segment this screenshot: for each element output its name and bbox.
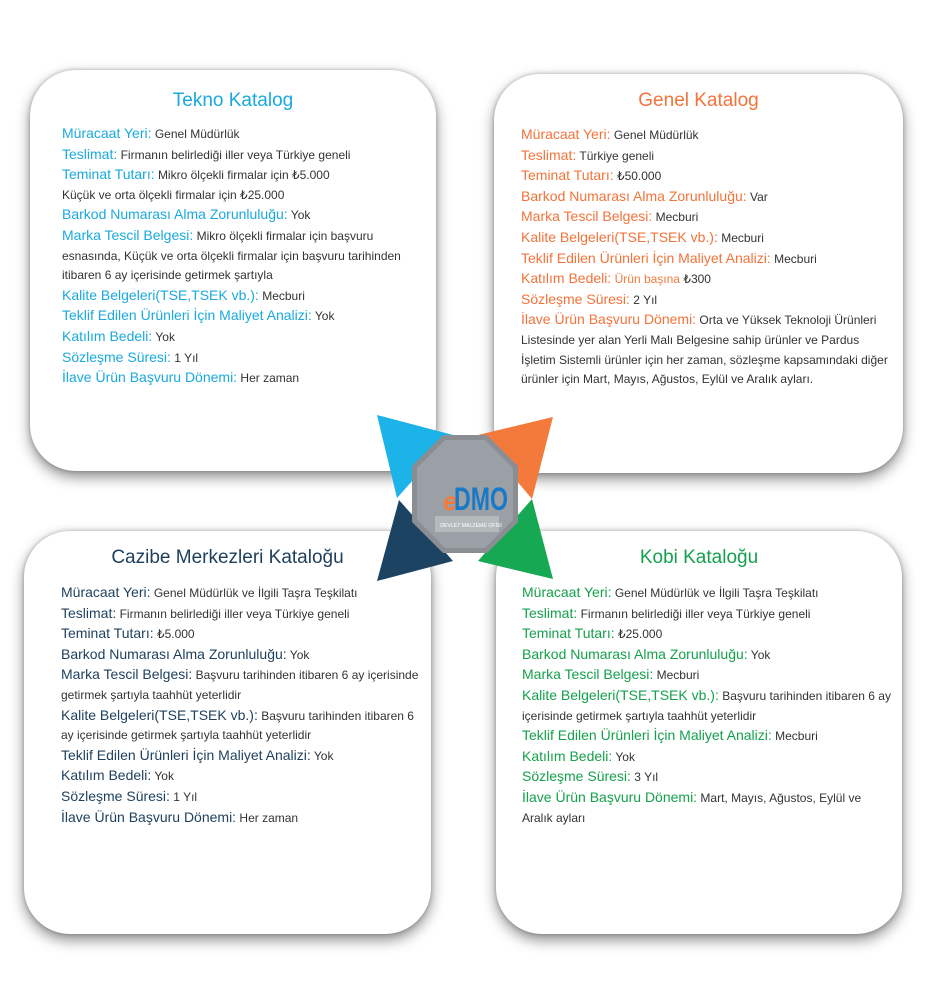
detail-row — [521, 187, 893, 208]
detail-row — [61, 808, 421, 829]
detail-label: Müracaat Yeri: — [522, 584, 612, 600]
detail-label: Müracaat Yeri: — [521, 126, 611, 142]
detail-label: Teklif Edilen Ürünleri İçin Maliyet Analizi: — [521, 249, 771, 266]
logo-tagline: DEVLET MALZEME OFİSİ — [440, 523, 502, 529]
detail-value: Yok — [290, 208, 311, 223]
detail-row — [61, 583, 421, 604]
detail-label: Müracaat Yeri: — [62, 125, 152, 141]
detail-value: Genel Müdürlük — [154, 127, 240, 141]
detail-label: Barkod Numarası Alma Zorunluluğu: — [521, 187, 747, 204]
detail-value: 1 Yıl — [174, 350, 199, 365]
detail-label: Teminat Tutarı: — [61, 625, 154, 642]
kobi-katalog-rows — [496, 569, 902, 828]
detail-value: Mikro ölçekli firmalar için başvuru esnasında, Küçük ve orta ölçekli firmalar için başvuru tarihinden itibaren 6 ay içerisinde getirmek şartıyla — [62, 228, 401, 283]
genel-katalog-rows — [494, 112, 903, 390]
detail-value: Mikro ölçekli firmalar için ₺5.000 — [157, 168, 330, 183]
detail-label: Teklif Edilen Ürünleri İçin Maliyet Analizi: — [62, 307, 312, 324]
detail-row — [522, 788, 892, 828]
detail-row — [522, 624, 892, 645]
detail-label: Barkod Numarası Alma Zorunluluğu: — [522, 645, 748, 662]
detail-label: Kalite Belgeleri(TSE,TSEK vb.): — [522, 686, 719, 703]
detail-value: Yok — [750, 647, 771, 662]
detail-value-accent: Ürün başına — [614, 272, 680, 287]
detail-row — [521, 228, 893, 249]
detail-row — [522, 583, 892, 604]
detail-row — [62, 286, 426, 307]
detail-row — [62, 165, 426, 205]
kobi-katalog-card — [496, 531, 902, 934]
detail-value: Yok — [313, 748, 334, 763]
detail-value: Yok — [155, 329, 175, 344]
detail-label: Katılım Bedeli: — [62, 327, 153, 344]
detail-row — [61, 624, 421, 645]
detail-row — [61, 645, 421, 666]
detail-label: Sözleşme Süresi: — [61, 787, 170, 804]
detail-value: Genel Müdürlük ve İlgili Taşra Teşkilatı — [153, 586, 358, 600]
detail-label: İlave Ürün Başvuru Dönemi: — [62, 369, 238, 386]
detail-row — [61, 746, 421, 767]
detail-label: Teslimat: — [522, 604, 578, 621]
detail-value: Mecburi — [262, 288, 305, 303]
detail-label: Kalite Belgeleri(TSE,TSEK vb.): — [61, 706, 258, 723]
detail-label: Barkod Numarası Alma Zorunluluğu: — [62, 206, 288, 223]
detail-value: Firmanın belirlediği iller veya Türkiye geneli — [580, 606, 811, 621]
detail-row — [521, 249, 893, 270]
cazibe-merkezleri-title: Cazibe Merkezleri Kataloğu — [111, 547, 344, 568]
detail-label: İlave Ürün Başvuru Dönemi: — [521, 311, 697, 328]
detail-label: Marka Tescil Belgesi: — [521, 208, 653, 225]
detail-row — [62, 124, 426, 145]
cazibe-merkezleri-card — [24, 531, 431, 934]
detail-label: Sözleşme Süresi: — [62, 348, 171, 365]
detail-row — [522, 645, 892, 666]
detail-value: Genel Müdürlük ve İlgili Taşra Teşkilatı — [614, 586, 819, 600]
detail-row — [521, 125, 893, 146]
kobi-katalog-title: Kobi Kataloğu — [639, 547, 759, 568]
detail-value: ₺5.000 — [156, 627, 195, 642]
logo-e-letter: e — [443, 486, 458, 516]
detail-value: ₺50.000 — [616, 169, 662, 184]
detail-row — [522, 604, 892, 625]
detail-value: ₺300 — [683, 272, 711, 287]
detail-label: Katılım Bedeli: — [521, 270, 612, 287]
detail-label: Kalite Belgeleri(TSE,TSEK vb.): — [521, 228, 718, 245]
detail-row — [61, 604, 421, 625]
detail-label: Teminat Tutarı: — [521, 167, 614, 184]
tekno-katalog-title: Tekno Katalog — [172, 90, 294, 111]
detail-value: 1 Yıl — [173, 789, 198, 804]
detail-value: Başvuru tarihinden itibaren 6 ay içerisinde getirmek şartıyla taahhüt yeterlidir — [61, 668, 419, 702]
detail-row — [61, 665, 421, 705]
detail-row — [522, 665, 892, 686]
detail-value: Başvuru tarihinden itibaren 6 ay içerisinde getirmek şartıyla taahhüt yeterlidir — [61, 708, 414, 743]
detail-row — [522, 747, 892, 768]
detail-value: ₺25.000 — [617, 627, 663, 642]
detail-label: Sözleşme Süresi: — [521, 290, 630, 307]
detail-label: Marka Tescil Belgesi: — [522, 666, 654, 683]
detail-label: Sözleşme Süresi: — [522, 768, 631, 785]
detail-value: Firmanın belirlediği iller veya Türkiye geneli — [119, 606, 350, 621]
detail-row — [61, 787, 421, 808]
detail-label: Barkod Numarası Alma Zorunluluğu: — [61, 645, 287, 662]
detail-value: Her zaman — [240, 371, 300, 386]
detail-row — [521, 269, 893, 290]
dmo-logo-svg — [375, 410, 555, 585]
dmo-logo-emblem — [375, 410, 555, 585]
detail-row — [62, 226, 426, 286]
detail-value: 2 Yıl — [633, 292, 658, 307]
detail-label: Teminat Tutarı: — [62, 166, 155, 183]
detail-label: Müracaat Yeri: — [61, 584, 151, 600]
detail-row — [62, 205, 426, 226]
detail-value: Yok — [154, 769, 174, 784]
detail-row — [61, 766, 421, 787]
detail-row — [521, 207, 893, 228]
detail-value: Genel Müdürlük — [613, 128, 699, 142]
detail-value: Yok — [314, 309, 335, 324]
detail-label: Teslimat: — [62, 145, 118, 162]
detail-value: Mecburi — [656, 668, 700, 683]
detail-label: Teklif Edilen Ürünleri İçin Maliyet Analizi: — [61, 746, 311, 763]
detail-label: Teslimat: — [61, 604, 117, 621]
detail-row — [521, 290, 893, 311]
detail-value: Mecburi — [774, 251, 817, 266]
detail-value: 3 Yıl — [634, 770, 659, 785]
detail-label: İlave Ürün Başvuru Dönemi: — [522, 788, 698, 805]
detail-label: Katılım Bedeli: — [61, 767, 152, 784]
detail-row — [61, 706, 421, 746]
detail-row — [62, 306, 426, 327]
detail-row — [522, 726, 892, 747]
detail-row — [62, 145, 426, 166]
detail-row — [62, 327, 426, 348]
detail-label: Teminat Tutarı: — [522, 625, 615, 642]
detail-value: Mecburi — [775, 729, 818, 744]
detail-value: Firmanın belirlediği iller veya Türkiye geneli — [120, 147, 351, 162]
detail-row — [522, 767, 892, 788]
detail-label: Teklif Edilen Ürünleri İçin Maliyet Analizi: — [522, 727, 772, 744]
detail-value: Mart, Mayıs, Ağustos, Eylül ve Aralık ayları — [522, 790, 862, 825]
detail-label: Marka Tescil Belgesi: — [62, 226, 194, 243]
detail-value: Orta ve Yüksek Teknoloji Ürünleri Listesinde yer alan Yerli Malı Belgesine sahip ürünler ve Pardus İşletim Sistemli ürünler için her zaman, sözleşme kapsamındaki diğer ürünler için Mart, Mayıs, Ağustos, Eylül ve Aralık ayları. — [521, 313, 888, 387]
detail-row — [62, 368, 426, 389]
detail-row — [62, 348, 426, 369]
detail-label: Kalite Belgeleri(TSE,TSEK vb.): — [62, 286, 259, 303]
logo-dmo-letters: DMO — [454, 481, 508, 517]
detail-value: Türkiye geneli — [579, 148, 655, 163]
genel-katalog-card — [494, 74, 903, 473]
detail-value: Her zaman — [239, 810, 299, 825]
detail-row — [521, 166, 893, 187]
tekno-katalog-rows — [30, 112, 436, 389]
detail-value: Var — [750, 189, 768, 204]
detail-label: Teslimat: — [521, 146, 577, 163]
detail-value: Yok — [615, 749, 635, 764]
detail-label: Katılım Bedeli: — [522, 747, 613, 764]
detail-label: İlave Ürün Başvuru Dönemi: — [61, 808, 237, 825]
detail-label: Marka Tescil Belgesi: — [61, 666, 193, 683]
detail-value: Başvuru tarihinden itibaren 6 ay içerisinde getirmek şartıyla taahhüt yeterlidir — [522, 688, 891, 723]
detail-row — [521, 146, 893, 167]
detail-value: Mecburi — [721, 230, 764, 245]
cazibe-merkezleri-rows — [24, 569, 431, 828]
genel-katalog-title: Genel Katalog — [638, 90, 759, 111]
detail-row — [521, 310, 893, 389]
detail-value: Mecburi — [655, 210, 699, 225]
detail-value: Yok — [289, 647, 310, 662]
detail-value-continued: Küçük ve orta ölçekli firmalar için ₺25.000 — [62, 187, 285, 202]
detail-row — [522, 686, 892, 726]
